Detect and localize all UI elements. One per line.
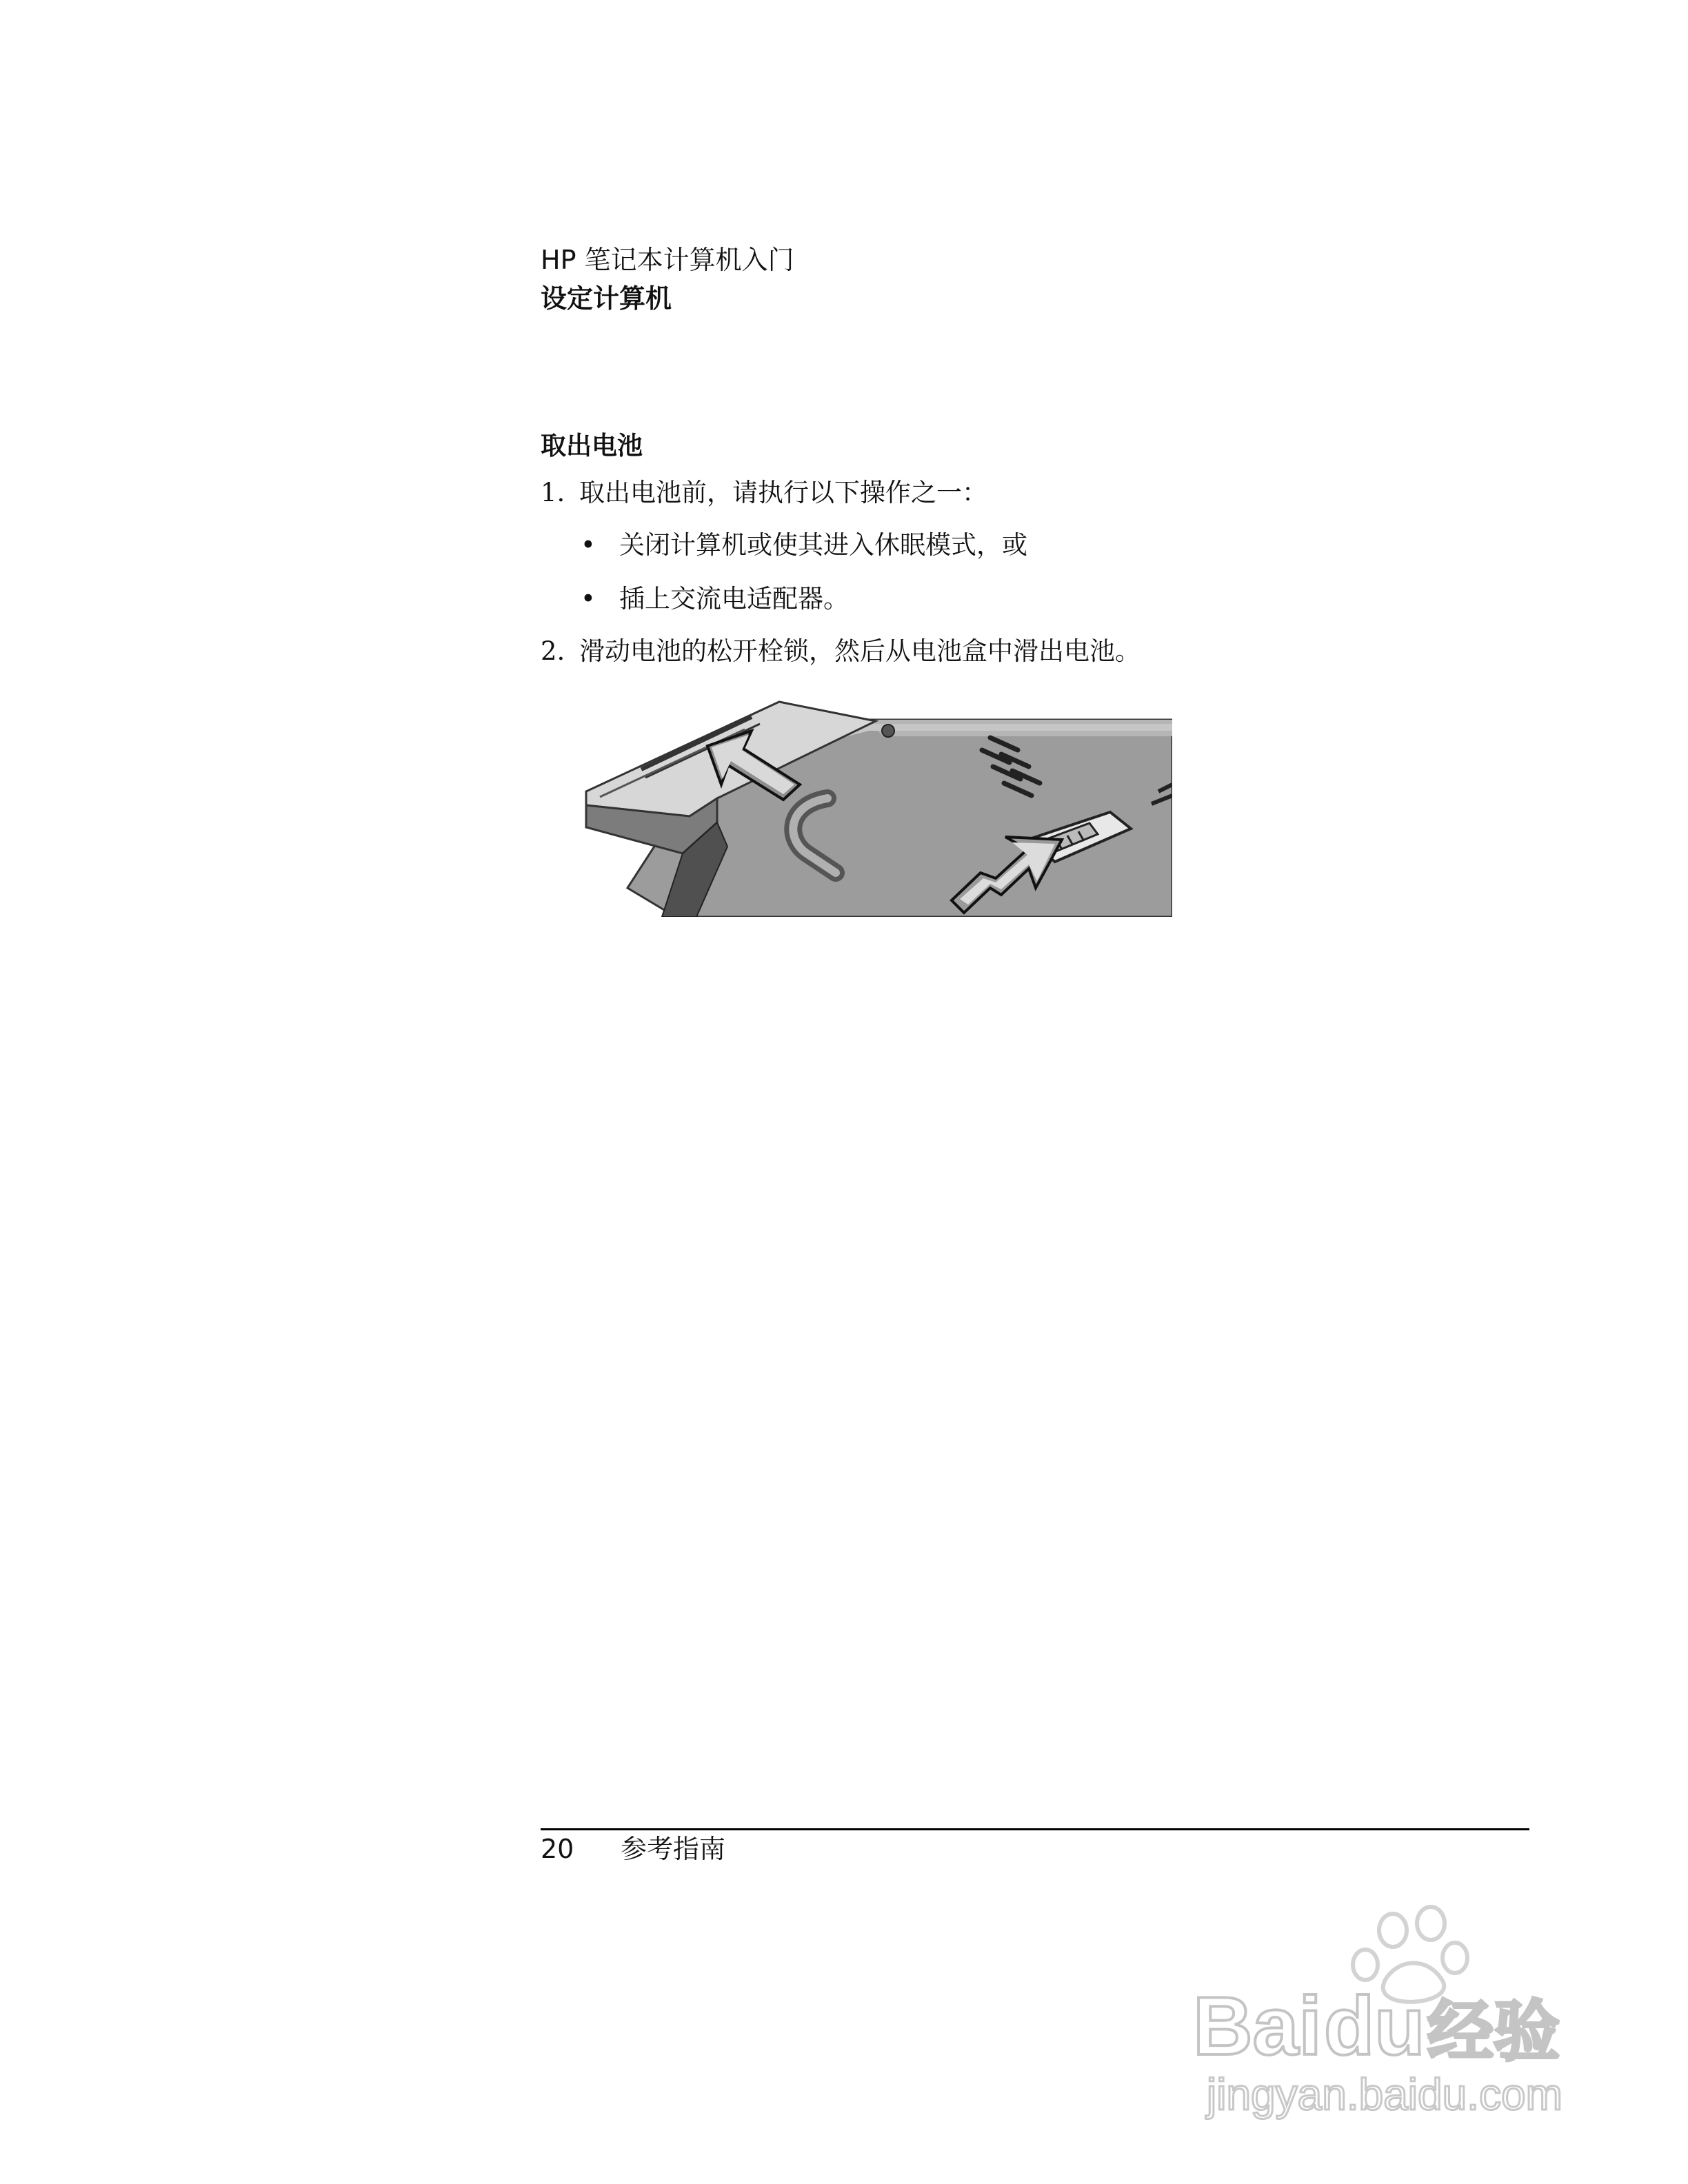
footer-title: 参考指南	[621, 1834, 726, 1864]
step-number: 2.	[541, 636, 565, 666]
watermark-brand: Bai	[1193, 1980, 1322, 2072]
bullet-item	[581, 528, 1027, 563]
baidu-jingyan-watermark	[1179, 1903, 1579, 2165]
step-text: 滑动电池的松开栓锁，然后从电池盒中滑出电池。	[579, 636, 1141, 666]
step-number: 1.	[541, 478, 565, 507]
bullet-text: 关闭计算机或使其进入休眠模式，或	[619, 530, 1027, 560]
battery-removal-illustration	[579, 681, 1172, 917]
bullet-icon: •	[581, 530, 596, 560]
watermark-cn: 经验	[1427, 1995, 1560, 2069]
watermark-url: jingyan.baidu.com	[1207, 2070, 1563, 2119]
bullet-item	[581, 582, 849, 616]
step-2	[541, 634, 1141, 669]
section-heading: 取出电池	[541, 431, 643, 461]
footer-rule	[541, 1828, 1529, 1830]
bullet-text: 插上交流电适配器。	[619, 584, 849, 614]
page-number: 20	[541, 1834, 574, 1864]
step-text: 取出电池前，请执行以下操作之一：	[579, 478, 987, 507]
running-header-chapter: 设定计算机	[541, 283, 672, 314]
watermark-brand-2: du	[1324, 1980, 1425, 2072]
bullet-icon: •	[581, 584, 596, 614]
running-header-title: HP 笔记本计算机入门	[541, 245, 794, 275]
step-1	[541, 476, 987, 510]
